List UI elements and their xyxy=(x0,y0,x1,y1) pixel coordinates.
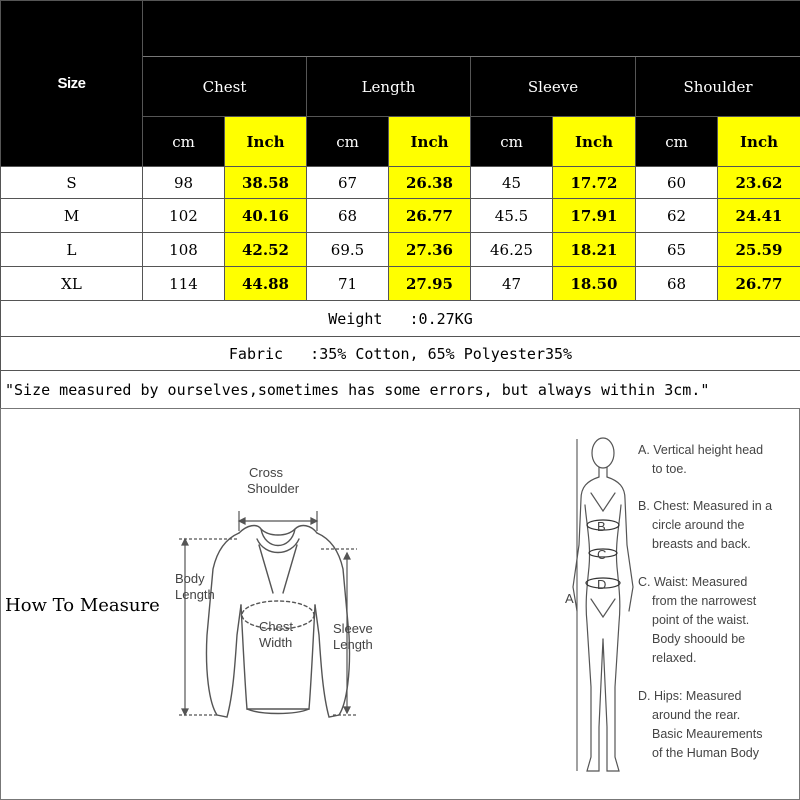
how-to-measure-title: How To Measure xyxy=(5,595,160,616)
length-cm: 69.5 xyxy=(307,233,389,267)
legend-line: to toe. xyxy=(652,462,687,476)
size-cell: M xyxy=(1,199,143,233)
legend-line: circle around the xyxy=(652,518,745,532)
chest-inch: 40.16 xyxy=(225,199,307,233)
measurement-note: "Size measured by ourselves,sometimes has some errors, but always within 3cm." xyxy=(1,371,800,409)
chest-cm: 98 xyxy=(143,167,225,199)
body-label-b: B xyxy=(597,519,606,534)
unit-cm: cm xyxy=(307,117,389,167)
shoulder-inch: 23.62 xyxy=(718,167,800,199)
sleeve-cm: 46.25 xyxy=(471,233,553,267)
chest-width-label-1: Chest xyxy=(259,619,293,634)
legend-line: D. Hips: Measured xyxy=(638,689,742,703)
table-row xyxy=(1,267,800,301)
unit-cm: cm xyxy=(143,117,225,167)
size-cell: S xyxy=(1,167,143,199)
header-top-strip xyxy=(143,1,800,57)
sleeve-cm: 45.5 xyxy=(471,199,553,233)
body-label-a: A xyxy=(565,591,574,606)
shoulder-cm: 60 xyxy=(636,167,718,199)
body-label-d: D xyxy=(597,577,607,592)
chest-cm: 102 xyxy=(143,199,225,233)
group-sleeve: Sleeve xyxy=(471,57,636,117)
chest-inch: 44.88 xyxy=(225,267,307,301)
legend-line: C. Waist: Measured xyxy=(638,575,748,589)
table-row xyxy=(1,167,800,199)
weight-info: Weight :0.27KG xyxy=(1,301,800,337)
fabric-info: Fabric :35% Cotton, 65% Polyester35% xyxy=(1,337,800,371)
body-length-label-2: Length xyxy=(175,587,215,602)
legend-line: from the narrowest xyxy=(652,594,757,608)
chest-cm: 108 xyxy=(143,233,225,267)
length-inch: 27.95 xyxy=(389,267,471,301)
shoulder-inch: 26.77 xyxy=(718,267,800,301)
legend-c xyxy=(638,573,798,668)
unit-inch: Inch xyxy=(718,117,800,167)
chest-width-label-2: Width xyxy=(259,635,293,650)
length-inch: 26.38 xyxy=(389,167,471,199)
legend-line: of the Human Body xyxy=(652,746,760,760)
legend-line: around the rear. xyxy=(652,708,741,722)
shirt-diagram xyxy=(161,465,391,725)
sleeve-length-label-2: Length xyxy=(333,637,373,652)
shoulder-inch: 25.59 xyxy=(718,233,800,267)
size-header: Size xyxy=(1,1,143,167)
unit-inch: Inch xyxy=(225,117,307,167)
sleeve-length-label-1: Sleeve xyxy=(333,621,373,636)
legend-a xyxy=(638,441,798,479)
unit-cm: cm xyxy=(636,117,718,167)
how-to-measure-panel xyxy=(0,408,800,800)
sleeve-inch: 18.21 xyxy=(553,233,636,267)
length-cm: 67 xyxy=(307,167,389,199)
cross-shoulder-label-1: Cross xyxy=(249,465,283,480)
chest-inch: 38.58 xyxy=(225,167,307,199)
length-inch: 27.36 xyxy=(389,233,471,267)
sleeve-cm: 45 xyxy=(471,167,553,199)
legend-line: Basic Meaurements xyxy=(652,727,763,741)
legend-line: breasts and back. xyxy=(652,537,751,551)
chest-inch: 42.52 xyxy=(225,233,307,267)
unit-cm: cm xyxy=(471,117,553,167)
length-inch: 26.77 xyxy=(389,199,471,233)
sleeve-inch: 18.50 xyxy=(553,267,636,301)
legend-line: B. Chest: Measured in a xyxy=(638,499,773,513)
group-chest: Chest xyxy=(143,57,307,117)
body-length-label-1: Body xyxy=(175,571,205,586)
legend-line: point of the waist. xyxy=(652,613,750,627)
shoulder-cm: 65 xyxy=(636,233,718,267)
sleeve-cm: 47 xyxy=(471,267,553,301)
unit-inch: Inch xyxy=(389,117,471,167)
length-cm: 68 xyxy=(307,199,389,233)
size-cell: XL xyxy=(1,267,143,301)
table-row xyxy=(1,199,800,233)
body-diagram xyxy=(557,427,647,787)
length-cm: 71 xyxy=(307,267,389,301)
legend-line: relaxed. xyxy=(652,651,697,665)
sleeve-inch: 17.91 xyxy=(553,199,636,233)
cross-shoulder-label-2: Shoulder xyxy=(247,481,300,496)
body-label-c: C xyxy=(597,547,607,562)
group-length: Length xyxy=(307,57,471,117)
shoulder-cm: 68 xyxy=(636,267,718,301)
legend-line: A. Vertical height head xyxy=(638,443,764,457)
chest-cm: 114 xyxy=(143,267,225,301)
table-row xyxy=(1,233,800,267)
shoulder-inch: 24.41 xyxy=(718,199,800,233)
legend-b xyxy=(638,497,798,554)
legend-d xyxy=(638,687,798,763)
sleeve-inch: 17.72 xyxy=(553,167,636,199)
size-cell: L xyxy=(1,233,143,267)
shoulder-cm: 62 xyxy=(636,199,718,233)
unit-inch: Inch xyxy=(553,117,636,167)
group-shoulder: Shoulder xyxy=(636,57,800,117)
legend-line: Body shoould be xyxy=(652,632,746,646)
